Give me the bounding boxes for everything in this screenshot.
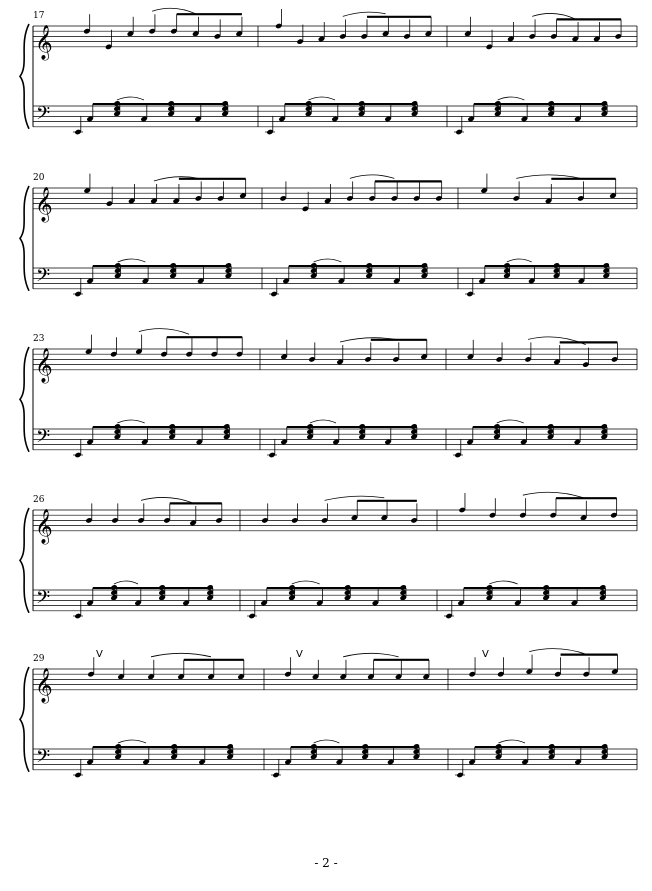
treble-clef-icon: 𝄞 [35, 347, 53, 383]
treble-clef-icon: 𝄞 [35, 24, 53, 60]
breath-mark: V [482, 649, 489, 660]
tie [314, 259, 342, 262]
bass-clef-icon: 𝄢 [36, 103, 51, 129]
bass-clef-icon: 𝄢 [36, 587, 51, 613]
breath-mark: V [296, 649, 303, 660]
tie [141, 497, 193, 503]
tie [309, 97, 336, 100]
tie [117, 97, 144, 100]
music-system [20, 329, 637, 459]
music-system [20, 492, 637, 619]
measure-number: 23 [33, 334, 45, 344]
tie [114, 581, 138, 584]
treble-clef-icon: 𝄞 [35, 508, 53, 544]
brace [20, 667, 29, 772]
tie [343, 653, 398, 657]
tie [151, 653, 211, 657]
music-system [20, 649, 637, 779]
tie [118, 740, 146, 743]
measure-number: 20 [33, 173, 45, 183]
tie [139, 329, 189, 335]
tie [523, 492, 584, 498]
measure-number: 29 [33, 654, 45, 664]
brace [20, 186, 29, 291]
tie [310, 420, 336, 423]
tie [314, 740, 340, 743]
page-number: - 2 - [314, 856, 338, 870]
brace [20, 347, 29, 452]
tie [118, 259, 146, 262]
treble-clef-icon: 𝄞 [35, 186, 53, 222]
tie [507, 259, 532, 262]
tie [292, 581, 320, 584]
bass-clef-icon: 𝄢 [36, 426, 51, 452]
measure-number: 26 [33, 495, 45, 505]
treble-clef-icon: 𝄞 [35, 667, 53, 703]
tie [497, 420, 524, 423]
brace [20, 24, 29, 129]
tie [532, 13, 575, 19]
brace [20, 508, 29, 613]
tie [350, 175, 395, 179]
bass-clef-icon: 𝄢 [36, 746, 51, 772]
measure-number: 17 [33, 11, 45, 21]
tie [117, 420, 144, 423]
tie [529, 649, 586, 655]
tie [489, 581, 517, 584]
breath-mark: V [96, 649, 103, 660]
bass-clef-icon: 𝄢 [36, 265, 51, 291]
music-system [20, 173, 637, 297]
tie [152, 8, 196, 14]
tie [499, 740, 526, 743]
music-system [20, 8, 637, 135]
tie [498, 97, 525, 100]
